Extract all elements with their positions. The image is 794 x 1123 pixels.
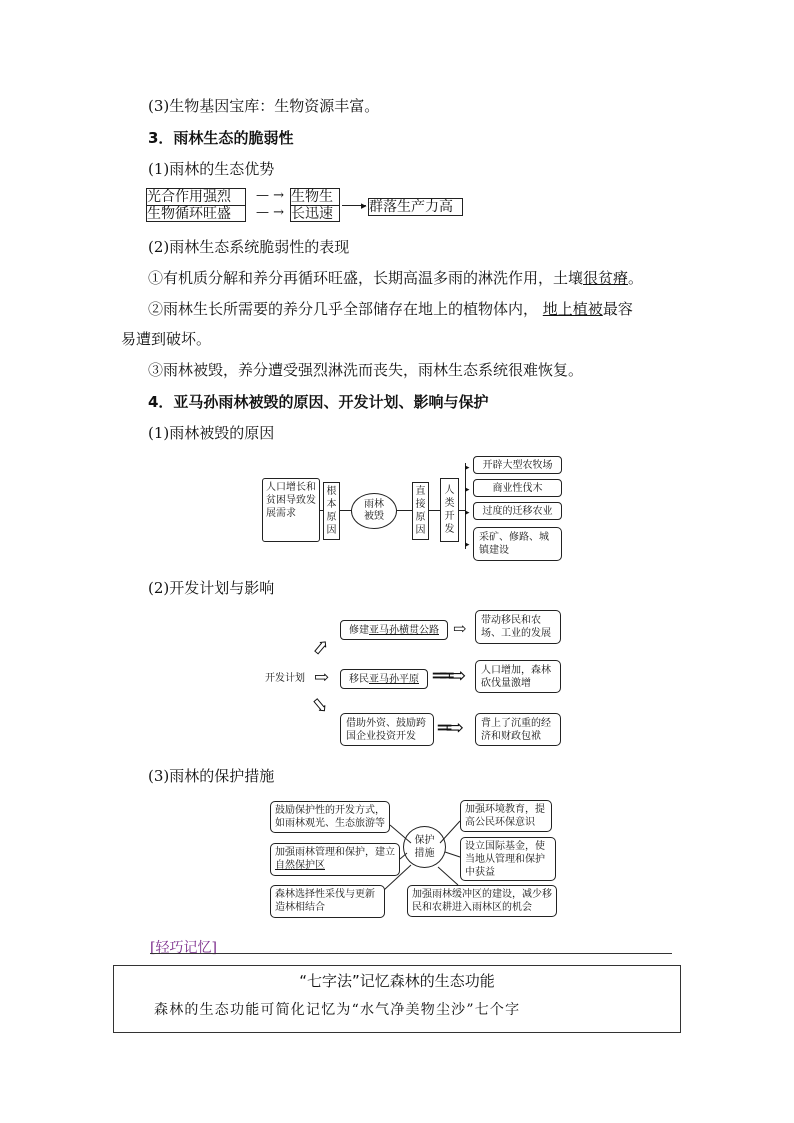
text-line-gene-bank: (3)生物基因宝库：生物资源丰富。 [148, 97, 380, 115]
impact-deforestation-box: 人口增加，森林砍伐量激增 [475, 660, 561, 693]
protection-center-node: 保护措施 [403, 826, 446, 868]
text-line-soil: ①有机质分解和养分再循环旺盛，长期高温多雨的淋洗作用，土壤很贫瘠。 [148, 269, 644, 287]
arrow-icon: — → [256, 205, 285, 220]
cause-population-box: 人口增长和贫困导致发展需求 [262, 478, 320, 542]
section-heading-amazon: 4．亚马孙雨林被毁的原因、开发计划、影响与保护 [148, 393, 489, 411]
cause-item-mining: 采矿、修路、城镇建设 [473, 527, 562, 561]
plan-label: 开发计划 [265, 673, 305, 684]
subheading-eco-advantage: (1)雨林的生态优势 [148, 160, 275, 178]
root-cause-box: 根本原因 [323, 482, 340, 540]
arrow-icon: — → [256, 188, 285, 203]
answer-highway: 亚马孙横贯公路 [369, 624, 439, 636]
protection-eco-tourism: 鼓励保护性的开发方式，如雨林观光、生态旅游等 [270, 801, 390, 833]
arrow-up-icon: ⇨ [305, 632, 335, 662]
arrow-right-icon: ⇨ [314, 667, 330, 688]
advantage-growth-a: 生物生 [291, 189, 339, 206]
answer-reserve: 自然保护区 [275, 860, 325, 871]
arrow-right-icon: ═⇨ [438, 716, 458, 741]
arrow-icon: ▸ [465, 508, 470, 518]
arrow-right-icon: ══⇨ [433, 664, 460, 689]
protection-management: 加强雨林管理和保护，建立自然保护区 [270, 843, 400, 876]
arrow-icon: ▸ [465, 463, 470, 473]
memory-box [113, 965, 681, 1033]
cause-item-shifting-ag: 过度的迁移农业 [473, 502, 562, 520]
direct-cause-box: 直接原因 [412, 482, 429, 540]
arrow-icon: ▸ [361, 199, 367, 212]
cause-item-logging: 商业性伐木 [473, 479, 562, 497]
answer-plain: 亚马孙平原 [369, 673, 419, 685]
plan-migration-box: 移民 亚马孙平原 [340, 669, 428, 689]
text-line-nutrients: ②雨林生长所需要的养分几乎全部储存在地上的植物体内， 地上植被最容 [148, 300, 633, 318]
protection-education: 加强环境教育，提高公民环保意识 [460, 800, 552, 832]
subheading-causes: (1)雨林被毁的原因 [148, 424, 275, 442]
protection-fund: 设立国际基金，使当地从管理和保护中获益 [460, 837, 556, 881]
memory-divider [150, 953, 672, 954]
plan-highway-box: 修建 亚马孙横贯公路 [340, 620, 448, 640]
advantage-photosynthesis: 光合作用强烈 [147, 189, 245, 206]
text-line-recovery: ③雨林被毁，养分遭受强烈淋洗而丧失，雨林生态系统很难恢复。 [148, 361, 584, 379]
subheading-plan: (2)开发计划与影响 [148, 579, 275, 597]
rainforest-destroyed-node: 雨林被毁 [351, 493, 397, 529]
memory-body: 森林的生态功能可简化记忆为“水气净美物尘沙”七个字 [154, 1002, 521, 1018]
bracket-line [465, 463, 466, 549]
answer-soil-poor: 很贫瘠 [583, 269, 629, 287]
memory-heading: [轻巧记忆] [150, 940, 217, 956]
human-development-box: 人类开发 [440, 478, 459, 542]
arrow-icon: ▸ [465, 540, 470, 550]
connector-line [397, 510, 412, 511]
subheading-fragility-signs: (2)雨林生态系统脆弱性的表现 [148, 238, 350, 256]
text-line-nutrients-cont: 易遭到破坏。 [121, 330, 212, 348]
answer-vegetation: 地上植被 [542, 300, 603, 318]
arrow-right-icon: ⇨ [453, 619, 467, 638]
arrow-down-icon: ⇨ [305, 690, 335, 720]
advantage-cycle: 生物循环旺盛 [147, 206, 231, 222]
memory-title: “七字法”记忆森林的生态功能 [299, 972, 495, 990]
advantage-productivity: 群落生产力高 [368, 198, 463, 216]
plan-foreign-investment-box: 借助外资、鼓励跨国企业投资开发 [340, 713, 434, 746]
impact-debt-box: 背上了沉重的经济和财政包袱 [475, 713, 561, 746]
protection-selective-logging: 森林选择性采伐与更新造林相结合 [270, 885, 385, 918]
connector-line [429, 510, 440, 511]
cause-item-ranch: 开辟大型农牧场 [473, 456, 562, 474]
advantage-growth-box [290, 188, 340, 222]
subheading-protection: (3)雨林的保护措施 [148, 767, 275, 785]
impact-settlement-box: 带动移民和农场、工业的发展 [475, 610, 561, 644]
section-heading-fragility: 3．雨林生态的脆弱性 [148, 129, 294, 147]
advantage-growth-b: 长迅速 [291, 206, 333, 222]
advantage-cause-box [146, 188, 246, 222]
arrow-icon: ▸ [465, 485, 470, 495]
protection-buffer-zone: 加强雨林缓冲区的建设，减少移民和农耕进入雨林区的机会 [407, 885, 557, 917]
